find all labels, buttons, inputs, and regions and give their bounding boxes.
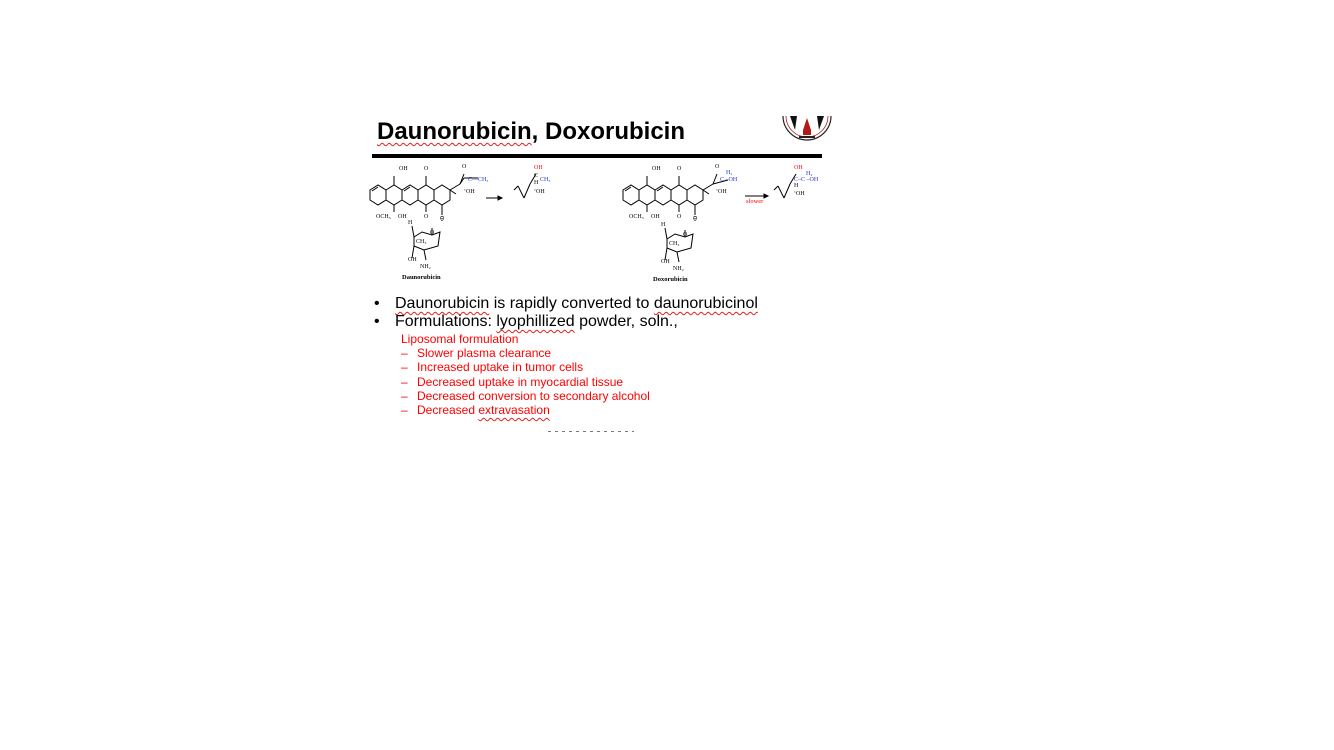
- oh-label: OH: [399, 166, 408, 172]
- c-c-oh-label: C–C –OH: [794, 177, 819, 183]
- h-label: H: [794, 183, 799, 189]
- bullet-marker: •: [374, 295, 380, 312]
- sublist-item: – Decreased conversion to secondary alcohol: [401, 388, 650, 403]
- ch3-label: CH₃: [416, 239, 427, 245]
- bullet-marker: •: [374, 313, 380, 330]
- liposomal-heading: Liposomal formulation: [401, 332, 519, 346]
- o-label: O: [715, 164, 720, 170]
- oh-label: ʻOH: [794, 191, 805, 197]
- doxorubicin-structure: [623, 174, 796, 262]
- h2-label: H₂: [726, 170, 733, 176]
- chemical-structures-figure: [368, 160, 838, 288]
- sublist-item: – Decreased uptake in myocardial tissue: [401, 374, 624, 389]
- o-label: O: [440, 216, 445, 222]
- o-label: O: [462, 164, 467, 170]
- oh-label: ʻOH: [464, 189, 475, 195]
- oh-label: OH: [651, 214, 660, 220]
- oh-label: OH: [398, 214, 407, 220]
- oh-label: OH: [652, 166, 661, 172]
- nh2-label: NH₂: [673, 266, 684, 272]
- sublist-item: – Slower plasma clearance: [401, 346, 552, 360]
- o-label: O: [424, 166, 429, 172]
- oh-label: OH: [661, 259, 670, 265]
- daunorubicin-name: Daunorubicin: [402, 274, 441, 281]
- o-label: O: [677, 214, 682, 220]
- liposomal-list: [401, 332, 650, 418]
- och3-label: OCH₃: [376, 214, 391, 220]
- ch3-label: CH₃: [669, 241, 680, 247]
- o-label: O: [693, 216, 698, 222]
- oh-label: ʻOH: [716, 189, 727, 195]
- c-label: C: [534, 173, 539, 179]
- ring-o-label: O: [683, 232, 688, 238]
- oh-label: OH: [534, 165, 543, 171]
- ring-o-label: O: [430, 230, 435, 236]
- footer-fragment: [548, 430, 634, 433]
- nh2-label: NH₂: [420, 264, 431, 270]
- och3-label: OCH₃: [629, 214, 644, 220]
- ch3-group-label: C—CH₃: [468, 177, 489, 183]
- daunorubicin-structure: [370, 173, 539, 260]
- slide-title: [377, 118, 685, 146]
- doxorubicin-labels: [629, 164, 819, 272]
- oh-label: OH: [408, 257, 417, 263]
- sublist-item: – Increased uptake in tumor cells: [401, 360, 584, 375]
- oh-label: ʻOH: [534, 189, 545, 195]
- bullet-text: Formulations: lyophillized powder, soln.,: [395, 313, 678, 330]
- title-doxorubicin: , Doxorubicin: [531, 118, 686, 145]
- h-label: H: [534, 180, 539, 186]
- o-label: O: [677, 166, 682, 172]
- bullet-text: Daunorubicin is rapidly converted to daunorubicinol: [395, 295, 758, 312]
- university-seal-icon: [781, 116, 833, 146]
- o-label: O: [424, 214, 429, 220]
- oh-label: OH: [794, 165, 803, 171]
- title-rule: [372, 154, 822, 158]
- doxorubicin-name: Doxorubicin: [653, 276, 688, 283]
- title-daunorubicin: Daunorubicin: [377, 118, 532, 145]
- ch3-label: CH₃: [540, 177, 551, 183]
- h2-label: H₂: [806, 171, 813, 177]
- h-label: H: [661, 222, 666, 228]
- c-oh-label: C –OH: [720, 177, 738, 183]
- slower-label: slower: [746, 198, 764, 205]
- sublist-item: – Decreased extravasation: [401, 403, 550, 418]
- slide: [368, 112, 838, 437]
- h-label: H: [408, 220, 413, 226]
